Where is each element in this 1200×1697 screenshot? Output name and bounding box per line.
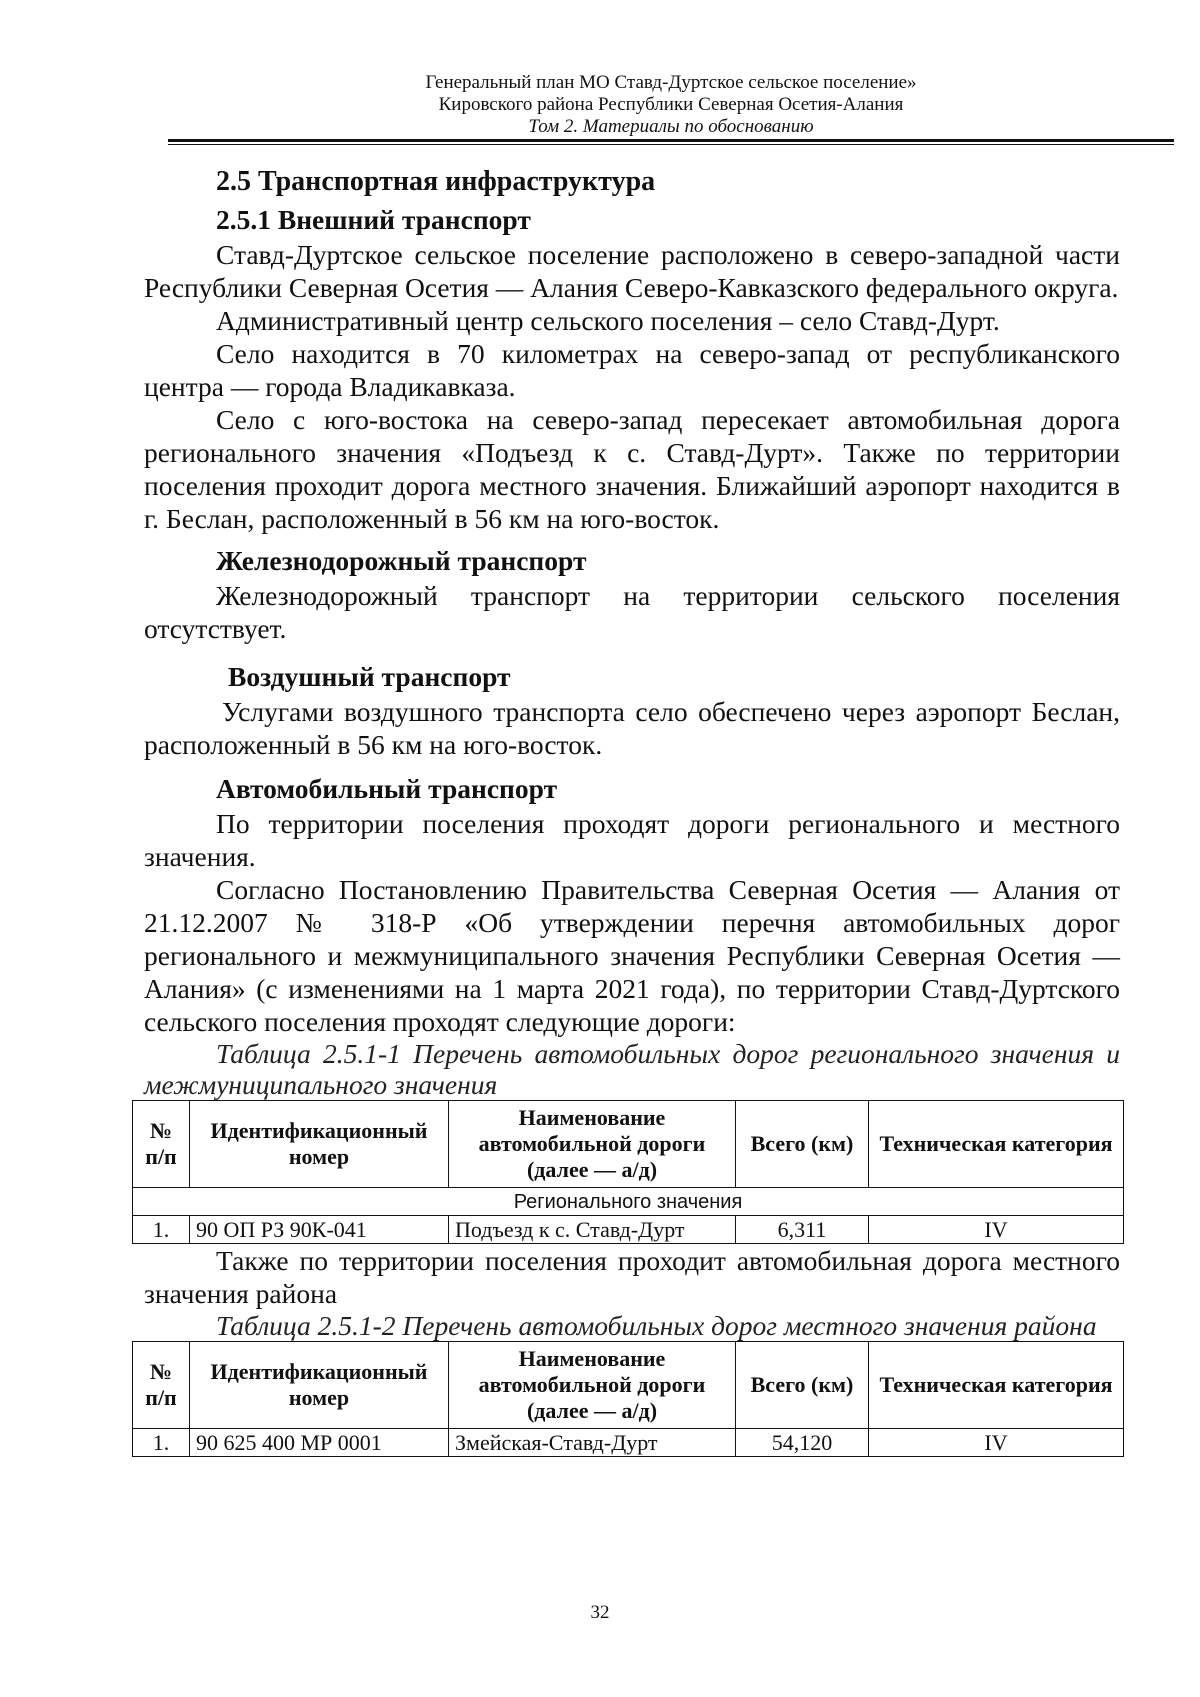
col-header-total: Всего (км) xyxy=(736,1342,869,1429)
air-paragraph: Услугами воздушного транспорта село обеспечено через аэропорт Беслан, расположенный в 56 км на юго-восток. xyxy=(144,696,1120,760)
cell-category: IV xyxy=(869,1216,1124,1244)
paragraph: Село находится в 70 километрах на северо-запад от республиканского центра — города Владикавказа. xyxy=(144,338,1120,402)
section-title: 2.5 Транспортная инфраструктура xyxy=(216,166,656,197)
paragraph: Село с юго-востока на северо-запад пересекает автомобильная дорога регионального значения «Подъезд к с. Ставд-Дурт». Также по территории поселения проходит дорога местного значения. Ближайший аэропорт находится в г. Беслан, расположенный в 56 км на юго-восток. xyxy=(144,404,1120,534)
col-header-total: Всего (км) xyxy=(736,1101,869,1188)
col-header-num: № п/п xyxy=(133,1101,190,1188)
cell-id: 90 625 400 МР 0001 xyxy=(190,1429,449,1457)
paragraph: Административный центр сельского поселения – село Ставд-Дурт. xyxy=(216,305,1000,336)
header-line-2: Кировского района Республики Северная Осетия-Алания xyxy=(438,94,904,115)
cell-num: 1. xyxy=(133,1429,190,1457)
col-header-category: Техническая категория xyxy=(869,1101,1124,1188)
table-row xyxy=(133,1429,1124,1457)
cell-num: 1. xyxy=(133,1216,190,1244)
table-local-roads xyxy=(132,1341,1124,1457)
subsection-title: 2.5.1 Внешний транспорт xyxy=(216,204,531,235)
air-heading: Воздушный транспорт xyxy=(228,661,511,692)
paragraph: Ставд-Дуртское сельское поселение расположено в северо-западной части Республики Северная Осетия — Алания Северо-Кавказского федерального округа. xyxy=(144,239,1120,303)
table-regional-roads xyxy=(132,1100,1124,1244)
table-header-row xyxy=(133,1101,1124,1188)
cell-category: IV xyxy=(869,1429,1124,1457)
page-number: 32 xyxy=(590,1602,610,1623)
document-header xyxy=(168,72,1174,138)
col-header-category: Техническая категория xyxy=(869,1342,1124,1429)
col-header-id: Идентификационный номер xyxy=(190,1342,449,1429)
table1-caption: Таблица 2.5.1-1 Перечень автомобильных дорог регионального значения и межмуниципального значения xyxy=(144,1038,1120,1100)
auto-paragraph-3: Также по территории поселения проходит автомобильная дорога местного значения района xyxy=(144,1245,1120,1309)
header-line-1: Генеральный план МО Ставд-Дуртское сельское поселение» xyxy=(425,72,917,93)
rail-heading: Железнодорожный транспорт xyxy=(216,545,587,576)
cell-total: 6,311 xyxy=(736,1216,869,1244)
table-group-row xyxy=(133,1188,1124,1216)
table-header-row xyxy=(133,1342,1124,1429)
cell-total: 54,120 xyxy=(736,1429,869,1457)
rail-paragraph: Железнодорожный транспорт на территории сельского поселения отсутствует. xyxy=(144,580,1120,644)
header-rule-thick xyxy=(168,139,1174,142)
col-header-name: Наименование автомобильной дороги (далее — а/д) xyxy=(449,1101,736,1188)
table-row xyxy=(133,1216,1124,1244)
auto-heading: Автомобильный транспорт xyxy=(216,773,558,804)
table2-caption: Таблица 2.5.1-2 Перечень автомобильных дорог местного значения района xyxy=(216,1310,1097,1341)
page-content xyxy=(144,162,1120,1457)
auto-paragraph-1: По территории поселения проходят дороги регионального и местного значения. xyxy=(144,808,1120,872)
col-header-num: № п/п xyxy=(133,1342,190,1429)
auto-paragraph-2: Согласно Постановлению Правительства Северная Осетия — Алания от 21.12.2007 № 318-Р «Об утверждении перечня автомобильных дорог регионального и межмуниципального значения Республики Северная Осетия — Алания» (с изменениями на 1 марта 2021 года), по территории Ставд-Дуртского сельского поселения проходят следующие дороги: xyxy=(144,874,1120,1037)
group-label: Регионального значения xyxy=(133,1188,1124,1216)
col-header-name: Наименование автомобильной дороги (далее — а/д) xyxy=(449,1342,736,1429)
cell-name: Змейская-Ставд-Дурт xyxy=(449,1429,736,1457)
cell-id: 90 ОП РЗ 90К-041 xyxy=(190,1216,449,1244)
header-volume: Том 2. Материалы по обоснованию xyxy=(528,116,814,137)
header-rule-thin xyxy=(168,144,1174,145)
col-header-id: Идентификационный номер xyxy=(190,1101,449,1188)
cell-name: Подъезд к с. Ставд-Дурт xyxy=(449,1216,736,1244)
